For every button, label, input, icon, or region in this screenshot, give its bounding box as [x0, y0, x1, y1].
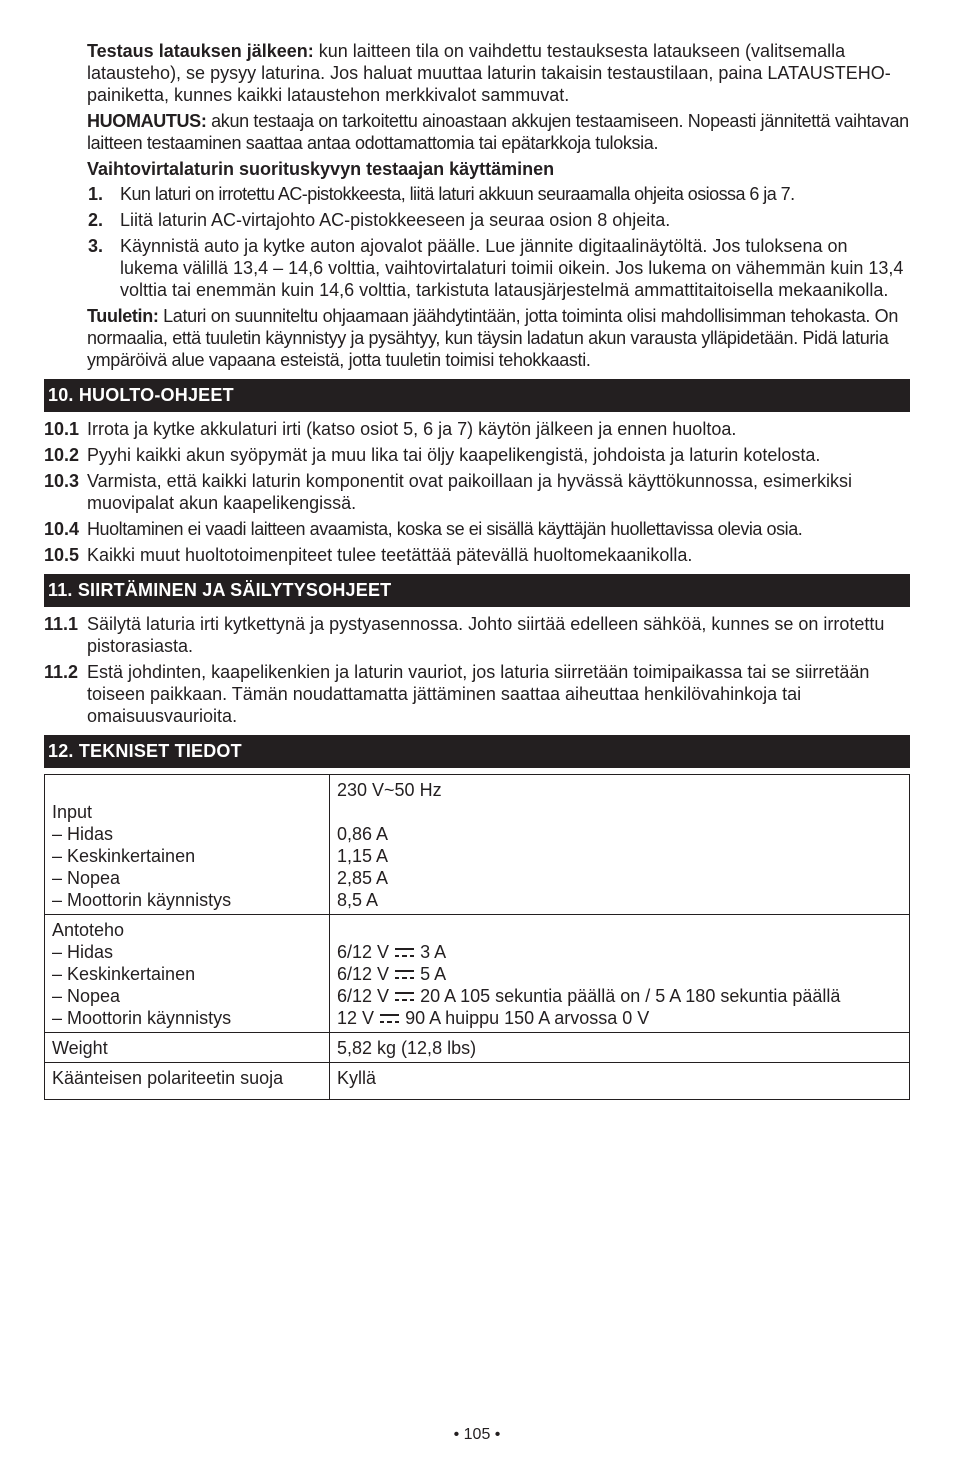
item-text: Huoltaminen ei vaadi laitteen avaamista, koska se ei sisällä käyttäjän huollettavissa olevia osia.: [87, 519, 803, 539]
table-row: [45, 775, 910, 915]
item-number: 10.1: [44, 419, 80, 439]
step-text: Käynnistä auto ja kytke auton ajovalot päälle. Lue jännite digitaalinäytöltä. Jos tuloksena on lukema välillä 13,4 – 14,6 volttia, vaihtovirtalaturi toimii oikein. Jos lukema on vähemmän kuin 13,4 volttia tai enemmän kuin 14,6 volttia, tarkistuta latausjärjestelmä ammattitaitoisella mekaanikolla.: [120, 236, 904, 300]
fan-label: Tuuletin:: [87, 306, 159, 326]
output-voltage: 12 V: [337, 1008, 375, 1028]
step-text: Kun laturi on irrotettu AC-pistokkeesta, liitä laturi akkuun seuraamalla ohjeita osiossa 6 ja 7.: [120, 184, 795, 204]
input-row-value: 0,86 A: [337, 824, 389, 844]
item-text: Varmista, että kaikki laturin komponentit ovat paikoillaan ja hyvässä käyttökunnossa, esimerkiksi muovipalat akun kaapelikengissä.: [87, 471, 853, 513]
input-label: Input: [52, 802, 93, 822]
output-label: Antoteho: [52, 920, 125, 940]
output-row-label: – Nopea: [52, 986, 121, 1006]
input-row-label: – Hidas: [52, 824, 114, 844]
step-item: [87, 209, 910, 231]
list-item: [44, 418, 910, 440]
section-header-transport: 11. SIIRTÄMINEN JA SÄILYTYSOHJEET: [44, 574, 910, 607]
step-item: [87, 183, 910, 205]
step-number: 1.: [88, 184, 104, 204]
item-number: 11.1: [44, 614, 79, 634]
output-row-value: [337, 963, 902, 985]
item-number: 11.2: [44, 662, 79, 682]
output-current: 90 A huippu 150 A arvossa 0 V: [405, 1008, 650, 1028]
dc-symbol-icon: [380, 1014, 399, 1023]
testing-after-label: Testaus latauksen jälkeen:: [87, 41, 314, 61]
polarity-label: Käänteisen polariteetin suoja: [45, 1063, 330, 1100]
weight-value: 5,82 kg (12,8 lbs): [330, 1033, 910, 1063]
spec-table: [44, 774, 910, 1100]
polarity-value: Kyllä: [330, 1063, 910, 1100]
note-text: akun testaaja on tarkoitettu ainoastaan akkujen testaamiseen. Nopeasti jännitettä vaihtavan laitteen testaaminen saattaa antaa odottamattomia tai epätarkkoja tuloksia.: [87, 111, 909, 153]
spec-label-cell: [45, 915, 330, 1033]
fan-paragraph: [44, 305, 910, 371]
input-row-value: 8,5 A: [337, 890, 379, 910]
weight-label: Weight: [45, 1033, 330, 1063]
item-text: Irrota ja kytke akkulaturi irti (katso osiot 5, 6 ja 7) käytön jälkeen ja ennen huoltoa.: [87, 419, 737, 439]
output-voltage: 6/12 V: [337, 964, 390, 984]
step-number: 2.: [88, 210, 104, 230]
step-text: Liitä laturin AC-virtajohto AC-pistokkeeseen ja seuraa osion 8 ohjeita.: [120, 210, 671, 230]
dc-symbol-icon: [395, 948, 414, 957]
note-label: HUOMAUTUS:: [87, 111, 207, 131]
input-row-label: – Nopea: [52, 868, 121, 888]
table-row: [45, 1033, 910, 1063]
item-text: Estä johdinten, kaapelikenkien ja laturin vauriot, jos laturia siirretään toimipaikassa tai se siirretään toiseen paikkaan. Tämän noudattamatta jättäminen saattaa aiheuttaa henkilövahinkoja tai omaisuusvaurioita.: [87, 662, 870, 726]
note-paragraph: [44, 110, 910, 154]
input-row-label: – Keskinkertainen: [52, 846, 196, 866]
input-row-value: 2,85 A: [337, 868, 389, 888]
item-number: 10.2: [44, 445, 80, 465]
input-voltage: 230 V~50 Hz: [337, 780, 442, 800]
list-item: [44, 544, 910, 566]
output-current: 20 A 105 sekuntia päällä on / 5 A 180 sekuntia päällä: [420, 986, 841, 1006]
input-row-label: – Moottorin käynnistys: [52, 890, 232, 910]
input-row-value: 1,15 A: [337, 846, 389, 866]
spec-value-cell: [330, 775, 910, 915]
maintenance-list: [44, 418, 910, 566]
item-text: Kaikki muut huoltotoimenpiteet tulee teetättää pätevällä huoltomekaanikolla.: [87, 545, 693, 565]
list-item: [44, 661, 910, 727]
table-row: [45, 1063, 910, 1100]
alternator-steps: [44, 183, 910, 301]
output-row-label: – Hidas: [52, 942, 114, 962]
output-current: 5 A: [420, 964, 447, 984]
output-row-label: – Moottorin käynnistys: [52, 1008, 232, 1028]
page-number: • 105 •: [453, 1426, 501, 1443]
item-text: Pyyhi kaikki akun syöpymät ja muu lika tai öljy kaapelikengistä, johdoista ja laturin kotelosta.: [87, 445, 821, 465]
list-item: [44, 444, 910, 466]
fan-text: Laturi on suunniteltu ohjaamaan jäähdytintään, jotta toiminta olisi mahdollisimman tehokasta. On normaalia, että tuuletin käynnistyy ja pysähtyy, kun täysin ladatun akun varausta ylläpidetään. Pidä laturia ympäröivä alue vapaana esteistä, jotta tuuletin toimisi tehokkaasti.: [87, 306, 898, 370]
item-number: 10.4: [44, 519, 80, 539]
output-current: 3 A: [420, 942, 447, 962]
step-item: [87, 235, 910, 301]
alternator-heading: Vaihtovirtalaturin suorituskyvyn testaajan käyttäminen: [87, 159, 555, 179]
testing-after-text: kun laitteen tila on vaihdettu testauksesta lataukseen (valitsemalla lataustehо), se pysyy laturina. Jos haluat muuttaa laturin takaisin testaustilaan, paina LATAUSTEHO-painiketta, kunnes kaikki lataustehon merkkivalot sammuvat.: [87, 41, 891, 105]
step-number: 3.: [88, 236, 104, 256]
table-row: [45, 915, 910, 1033]
output-row-value: [337, 985, 902, 1007]
spec-label-cell: [45, 775, 330, 915]
list-item: [44, 470, 910, 514]
section-header-maintenance: 10. HUOLTO-OHJEET: [44, 379, 910, 412]
section-header-specs: 12. TEKNISET TIEDOT: [44, 735, 910, 768]
output-voltage: 6/12 V: [337, 986, 390, 1006]
item-number: 10.3: [44, 471, 80, 491]
testing-after-paragraph: [44, 40, 910, 106]
dc-symbol-icon: [395, 970, 414, 979]
list-item: [44, 518, 910, 540]
spec-value-cell: [330, 915, 910, 1033]
list-item: [44, 613, 910, 657]
dc-symbol-icon: [395, 992, 414, 1001]
transport-list: [44, 613, 910, 727]
output-row-value: [337, 1007, 902, 1029]
output-row-value: [337, 941, 902, 963]
item-text: Säilytä laturia irti kytkettynä ja pystyasennossa. Johto siirtää edelleen sähköä, kunnes se on irrotettu pistorasiasta.: [87, 614, 885, 656]
output-voltage: 6/12 V: [337, 942, 390, 962]
output-row-label: – Keskinkertainen: [52, 964, 196, 984]
page-content: [44, 40, 910, 1100]
item-number: 10.5: [44, 545, 80, 565]
